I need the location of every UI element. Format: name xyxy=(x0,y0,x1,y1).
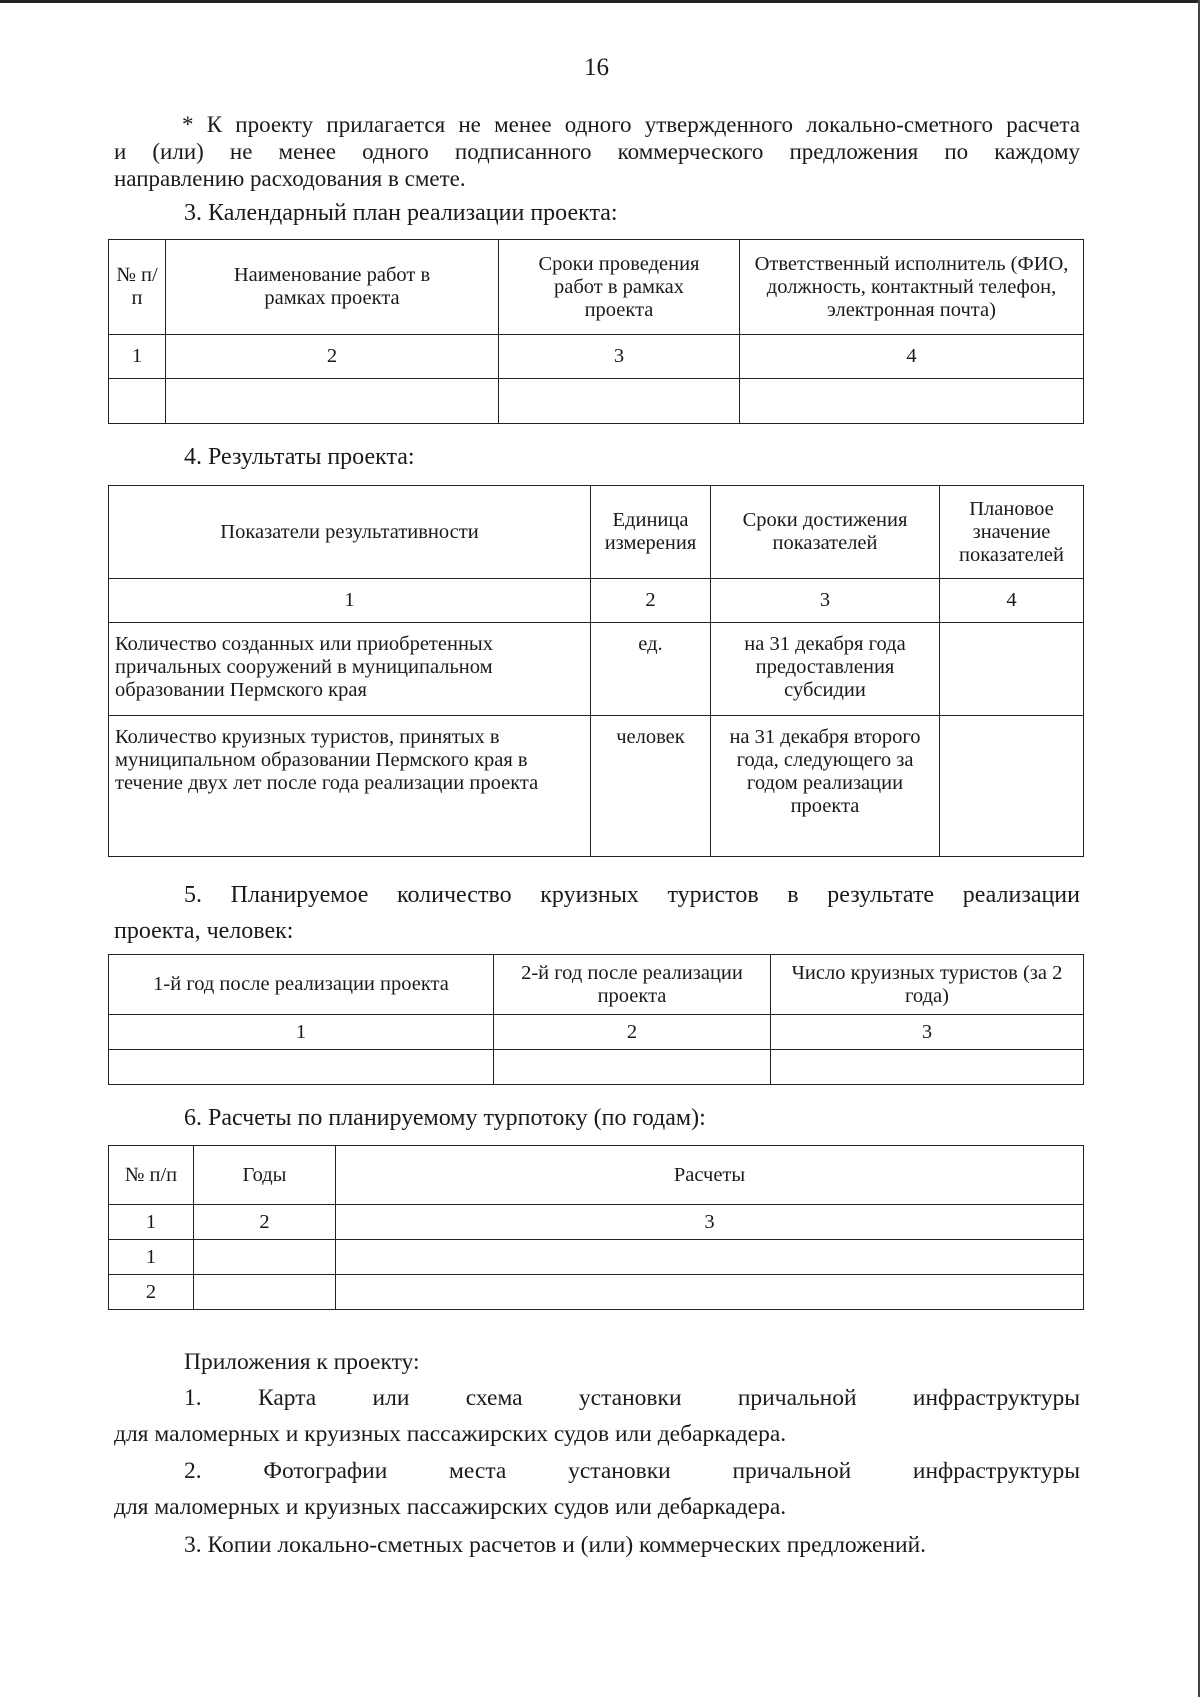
table-header-row xyxy=(109,955,1084,1015)
header-cell: Плановое значение показателей xyxy=(940,486,1084,579)
header-cell: Годы xyxy=(194,1146,336,1205)
header-cell: Показатели результативности xyxy=(109,486,591,579)
table-cell: 1 xyxy=(109,1240,194,1275)
header-cell: Единица измерения xyxy=(591,486,711,579)
header-cell: № п/п xyxy=(109,1146,194,1205)
table-cell xyxy=(499,379,740,424)
table-cell: 2 xyxy=(494,1015,771,1050)
table-cell: 2 xyxy=(166,335,499,379)
unit-cell: ед. xyxy=(591,623,711,716)
appendix-item-1 xyxy=(114,1380,1080,1452)
table-header-row xyxy=(109,486,1084,579)
table-row xyxy=(109,379,1084,424)
table-number-row xyxy=(109,335,1084,379)
footnote-line-1: * К проекту прилагается не менее одного утвержденного локально-сметного расчета xyxy=(182,112,1080,137)
table-cell xyxy=(771,1050,1084,1085)
section-5-title-line-1: 5. Планируемое количество круизных туристов в результате реализации xyxy=(184,882,1080,908)
appendix-title-text: Приложения к проекту: xyxy=(184,1349,420,1375)
section-4-title: 4. Результаты проекта: xyxy=(184,444,415,470)
appendix-item-2 xyxy=(114,1453,1080,1525)
header-cell: Ответственный исполнитель (ФИО, должность, контактный телефон, электронная почта) xyxy=(740,240,1084,335)
header-cell: Число круизных туристов (за 2 года) xyxy=(771,955,1084,1015)
appendix-item-2-line-2: для маломерных и круизных пассажирских судов или дебаркадера. xyxy=(114,1494,787,1520)
unit-cell: человек xyxy=(591,716,711,857)
header-cell: Сроки проведения работ в рамках проекта xyxy=(499,240,740,335)
table-cell xyxy=(109,379,166,424)
table-cell: 1 xyxy=(109,1015,494,1050)
table-cell xyxy=(336,1275,1084,1310)
indicator-cell: Количество круизных туристов, принятых в муниципальном образовании Пермского края в течение двух лет после года реализации проекта xyxy=(109,716,591,857)
appendix-item-1-line-1: 1. Карта или схема установки причальной инфраструктуры xyxy=(184,1385,1080,1411)
indicator-cell: Количество созданных или приобретенных причальных сооружений в муниципальном образовании Пермского края xyxy=(109,623,591,716)
table-cell: 3 xyxy=(771,1015,1084,1050)
table-row xyxy=(109,1275,1084,1310)
table-cell: 3 xyxy=(336,1205,1084,1240)
header-cell: № п/п xyxy=(109,240,166,335)
table-cell: 3 xyxy=(711,579,940,623)
footnote xyxy=(114,111,1080,192)
table-number-row xyxy=(109,1015,1084,1050)
page-number: 16 xyxy=(584,54,609,81)
deadline-cell: на 31 декабря года предоставления субсидии xyxy=(711,623,940,716)
section-5-title-line-2: проекта, человек: xyxy=(114,918,294,944)
header-cell: 1-й год после реализации проекта xyxy=(109,955,494,1015)
value-cell xyxy=(940,623,1084,716)
appendix-item-1-line-2: для маломерных и круизных пассажирских судов или дебаркадера. xyxy=(114,1421,787,1447)
table-row xyxy=(109,623,1084,716)
table-cell: 4 xyxy=(940,579,1084,623)
table-cell xyxy=(494,1050,771,1085)
table-row xyxy=(109,1050,1084,1085)
table-number-row xyxy=(109,1205,1084,1240)
table-cell: 2 xyxy=(109,1275,194,1310)
section-3-title: 3. Календарный план реализации проекта: xyxy=(184,200,618,226)
appendix-item-3 xyxy=(114,1527,1080,1563)
table-cell xyxy=(194,1275,336,1310)
table-cell: 1 xyxy=(109,1205,194,1240)
table-row xyxy=(109,1240,1084,1275)
deadline-cell: на 31 декабря второго года, следующего за годом реализации проекта xyxy=(711,716,940,857)
page-edge-top xyxy=(0,0,1200,3)
table-cell: 2 xyxy=(194,1205,336,1240)
table-cell: 1 xyxy=(109,335,166,379)
appendix-title xyxy=(114,1344,1080,1380)
table-cell xyxy=(194,1240,336,1275)
table-cell: 4 xyxy=(740,335,1084,379)
header-cell: 2-й год после реализации проекта xyxy=(494,955,771,1015)
calendar-plan-table xyxy=(108,239,1084,424)
footnote-line-3: направлению расходования в смете. xyxy=(114,166,466,191)
value-cell xyxy=(940,716,1084,857)
section-6-title: 6. Расчеты по планируемому турпотоку (по годам): xyxy=(184,1105,706,1131)
footnote-line-2: и (или) не менее одного подписанного коммерческого предложения по каждому xyxy=(114,139,1080,164)
header-cell: Наименование работ в рамках проекта xyxy=(166,240,499,335)
table-cell xyxy=(166,379,499,424)
table-cell xyxy=(109,1050,494,1085)
section-5-title xyxy=(114,877,1080,949)
planned-tourists-table xyxy=(108,954,1084,1085)
results-table xyxy=(108,485,1084,857)
appendix-item-2-line-1: 2. Фотографии места установки причальной инфраструктуры xyxy=(184,1458,1080,1484)
appendix-item-3-text: 3. Копии локально-сметных расчетов и (или) коммерческих предложений. xyxy=(184,1532,927,1558)
table-cell xyxy=(336,1240,1084,1275)
table-row xyxy=(109,716,1084,857)
table-cell: 3 xyxy=(499,335,740,379)
table-cell: 2 xyxy=(591,579,711,623)
table-cell xyxy=(740,379,1084,424)
header-cell: Расчеты xyxy=(336,1146,1084,1205)
tourist-flow-table xyxy=(108,1145,1084,1310)
table-number-row xyxy=(109,579,1084,623)
table-header-row xyxy=(109,1146,1084,1205)
table-header-row xyxy=(109,240,1084,335)
table-cell: 1 xyxy=(109,579,591,623)
header-cell: Сроки достижения показателей xyxy=(711,486,940,579)
